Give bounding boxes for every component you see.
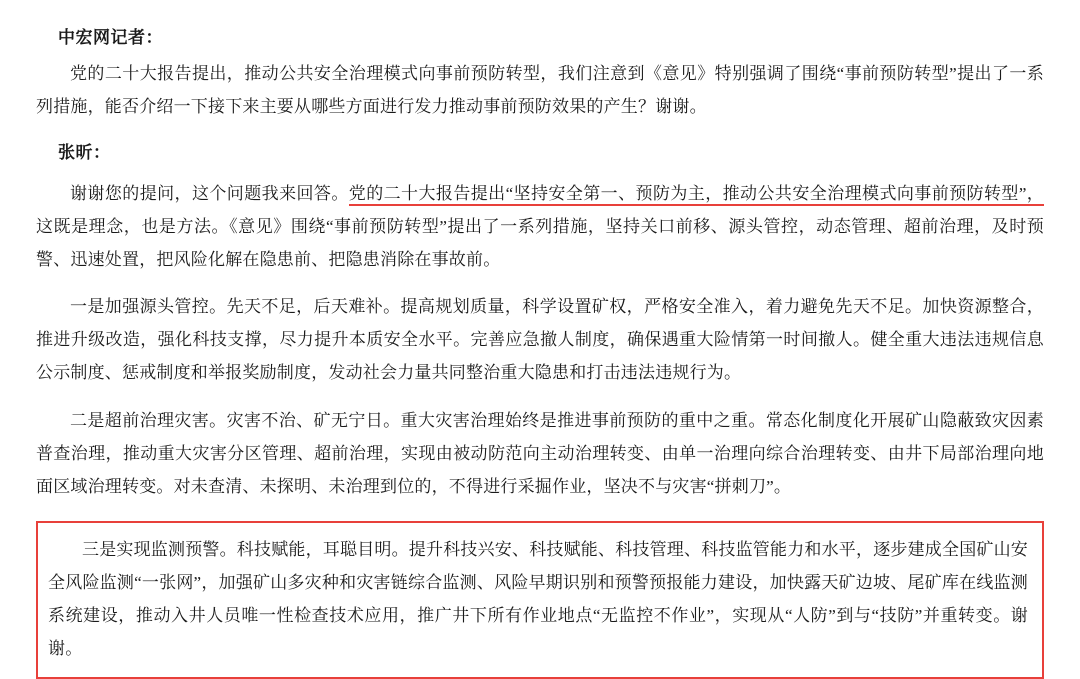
reporter-label: 中宏网记者： xyxy=(58,28,163,47)
answerer-label: 张昕： xyxy=(58,143,111,163)
answer-point-two: 二是超前治理灾害。灾害不治、矿无宁日。重大灾害治理始终是推进事前预防的重中之重。常态化制度化开展矿山隐蔽致灾因素普查治理，推动重大灾害分区管理、超前治理，实现由被动防范向主动治理转变、由单一治理向综合治理转变、由井下局部治理向地面区域治理转变。对未查清、未探明、未治理到位的，不得进行采掘作业，坚决不与灾害“拼刺刀”。 xyxy=(36,410,1044,496)
answer-intro-text-2: 这既是理念，也是方法。《意见》围绕“事前预防转型”提出了一系列措施，坚持关口前移、源头管控，动态管理、超前治理，及时预警、迅速处置，把风险化解在隐患前、把隐患消除在事故前。 xyxy=(36,216,1044,269)
reporter-question: 党的二十大报告提出，推动公共安全治理模式向事前预防转型，我们注意到《意见》特别强调了围绕“事前预防转型”提出了一系列措施，能否介绍一下接下来主要从哪些方面进行发力推动事前预防效果的产生？谢谢。 xyxy=(36,64,1044,117)
highlight-box xyxy=(36,521,1044,679)
answer-intro-paragraph xyxy=(36,177,1044,276)
answer-intro-text-1: 谢谢您的提问，这个问题我来回答。 xyxy=(70,183,349,203)
answer-point-one: 一是加强源头管控。先天不足，后天难补。提高规划质量，科学设置矿权，严格安全准入，着力避免先天不足。加快资源整合，推进升级改造，强化科技支撑，尽力提升本质安全水平。完善应急撤人制度，确保遇重大险情第一时间撤人。健全重大违法违规信息公示制度、惩戒制度和举报奖励制度，发动社会力量共同整治重大隐患和打击违法违规行为。 xyxy=(36,297,1044,383)
answer-intro-underlined-text: 党的二十大报告提出“坚持安全第一、预防为主，推动公共安全治理模式向事前预防转型”， xyxy=(349,184,1044,206)
answer-point-three: 三是实现监测预警。科技赋能，耳聪目明。提升科技兴安、科技赋能、科技管理、科技监管能力和水平，逐步建成全国矿山安全风险监测“一张网”，加强矿山多灾种和灾害链综合监测、风险早期识别和预警预报能力建设，加快露天矿边坡、尾矿库在线监测系统建设，推动入井人员唯一性检查技术应用，推广井下所有作业地点“无监控不作业”，实现从“人防”到与“技防”并重转变。谢谢。 xyxy=(48,539,1028,659)
